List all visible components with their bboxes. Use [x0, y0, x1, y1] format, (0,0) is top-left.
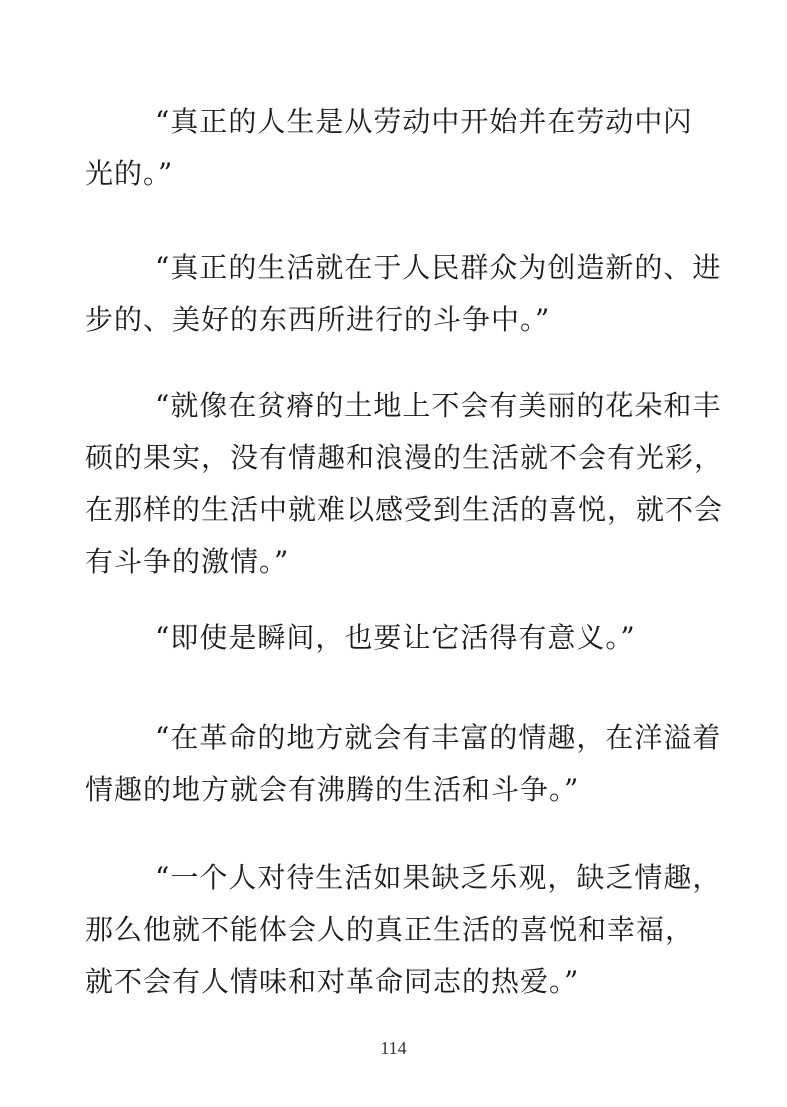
quote-5-line-2: 情趣的地方就会有沸腾的生活和斗争。” — [85, 773, 580, 806]
quote-4-line-1: “即使是瞬间，也要让它活得有意义。” — [155, 621, 636, 654]
quote-6-line-2: 那么他就不能体会人的真正生活的喜悦和幸福， — [85, 913, 695, 946]
quote-3-line-3: 在那样的生活中就难以感受到生活的喜悦，就不会 — [85, 493, 724, 526]
quote-2-line-1: “真正的生活就在于人民群众为创造新的、进 — [155, 251, 722, 284]
quote-1-line-1: “真正的人生是从劳动中开始并在劳动中闪 — [155, 105, 693, 138]
quote-6-line-3: 就不会有人情味和对革命同志的热爱。” — [85, 965, 580, 998]
quote-5-line-1: “在革命的地方就会有丰富的情趣，在洋溢着 — [155, 721, 722, 754]
quote-5 — [85, 712, 722, 816]
quote-1 — [85, 96, 705, 200]
quote-1-line-2: 光的。” — [85, 157, 174, 190]
quote-3-line-2: 硕的果实，没有情趣和浪漫的生活就不会有光彩， — [85, 441, 724, 474]
quote-2-line-2: 步的、美好的东西所进行的斗争中。” — [85, 303, 551, 336]
quote-2 — [85, 242, 722, 346]
quote-3-line-1: “就像在贫瘠的土地上不会有美丽的花朵和丰 — [155, 389, 722, 422]
quote-6 — [85, 852, 722, 1008]
quote-3 — [85, 380, 724, 588]
quote-4 — [85, 612, 705, 664]
page-number: 114 — [380, 1038, 407, 1058]
quote-3-line-4: 有斗争的激情。” — [85, 545, 290, 578]
quote-6-line-1: “一个人对待生活如果缺乏乐观，缺乏情趣， — [155, 861, 722, 894]
